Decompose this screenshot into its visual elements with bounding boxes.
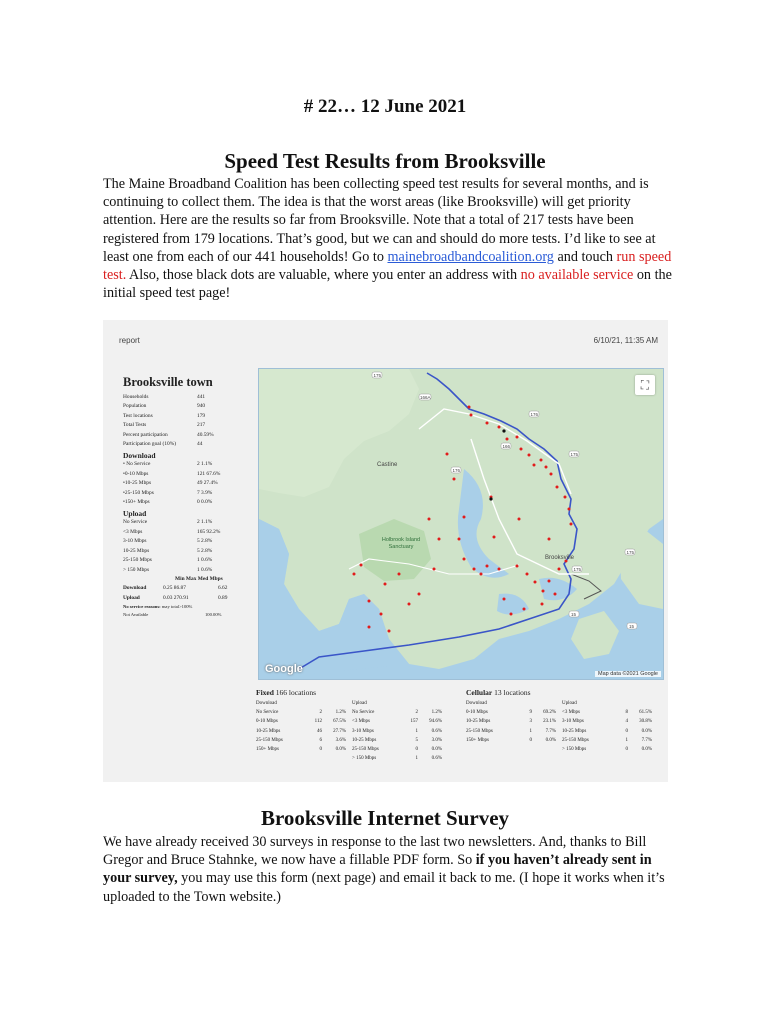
- survey-section-heading: Brooksville Internet Survey: [260, 806, 510, 830]
- download-stats-list: [123, 460, 253, 507]
- min-max-table: [123, 575, 253, 603]
- table-row: [562, 708, 652, 717]
- table-cell-count: 0: [415, 747, 418, 752]
- fixed-title: Fixed: [256, 688, 274, 697]
- stat-label: Test locations: [123, 412, 153, 419]
- min-max-rows: [123, 584, 253, 603]
- stat-label: Population: [123, 403, 147, 410]
- stat-row: [123, 528, 253, 537]
- cellular-download-rows: [466, 708, 556, 745]
- stat-value: 2 1.1%: [197, 519, 213, 526]
- stat-row: [123, 498, 253, 507]
- fixed-upload-rows: [352, 708, 442, 763]
- fixed-upload-col: [352, 699, 442, 763]
- stat-value: 940: [197, 403, 206, 410]
- table-cell-label: 3-10 Mbps: [562, 719, 584, 725]
- table-cell-label: <3 Mbps: [562, 710, 580, 716]
- table-cell-label: 10-25 Mbps: [256, 728, 281, 734]
- stat-label: <3 Mbps: [123, 528, 143, 535]
- stat-label: Participation goal (10%): [123, 441, 176, 448]
- table-cell-label: 0-10 Mbps: [256, 719, 278, 725]
- table-cell-label: <3 Mbps: [352, 719, 370, 725]
- table-cell-count: 0: [625, 747, 628, 752]
- route-shield: 175: [573, 566, 582, 572]
- stat-value: 5 2.8%: [197, 547, 213, 554]
- fullscreen-button[interactable]: ⛶: [635, 375, 655, 395]
- stat-label: •150+ Mbps: [123, 499, 150, 506]
- cellular-download-col: [466, 699, 556, 754]
- table-row: [466, 727, 556, 736]
- table-row: [562, 745, 652, 754]
- report-label: report: [119, 336, 140, 345]
- reasons-subtitle: may total>100%: [161, 604, 193, 610]
- table-cell-percent: 61.5%: [639, 710, 652, 716]
- fixed-count: 166 locations: [275, 688, 316, 697]
- upload-stats-list: [123, 518, 253, 574]
- table-cell-percent: 0.6%: [431, 728, 442, 734]
- stat-value: 5 2.8%: [197, 538, 213, 545]
- min-max-label: Upload: [123, 594, 140, 601]
- stat-value: 441: [197, 394, 206, 400]
- table-cell-label: 25-150 Mbps: [562, 737, 589, 743]
- stat-row: [123, 393, 253, 402]
- table-cell-percent: 69.2%: [543, 710, 556, 716]
- speed-paragraph: [103, 175, 678, 302]
- reasons-heading: No service reasons:: [123, 604, 161, 610]
- table-row: [256, 736, 346, 745]
- median-value: 6.62: [218, 585, 228, 592]
- cellular-title: Cellular: [466, 688, 493, 697]
- stat-row: [123, 402, 253, 411]
- survey-text-2: you may use this form (next page) and email it back to me. (I hope it works when it’s uploaded to the Town website.): [103, 870, 665, 905]
- stat-row: [123, 537, 253, 546]
- stat-label: 10-25 Mbps: [123, 547, 150, 554]
- table-cell-count: 2: [319, 710, 322, 716]
- cellular-heading: [466, 688, 652, 697]
- table-cell-label: 3-10 Mbps: [352, 728, 374, 734]
- cellular-count: 13 locations: [494, 688, 531, 697]
- table-cell-count: 1: [625, 737, 628, 743]
- stat-label: •25-150 Mbps: [123, 489, 154, 496]
- table-row: [256, 717, 346, 726]
- stat-label: •10-25 Mbps: [123, 480, 152, 487]
- stat-row: [123, 412, 253, 421]
- stat-row: [123, 518, 253, 527]
- table-row: [256, 708, 346, 717]
- stat-value: 1 0.6%: [197, 566, 213, 573]
- table-cell-percent: 30.8%: [639, 719, 652, 725]
- route-shield: 15: [629, 623, 635, 629]
- fixed-table: [256, 688, 442, 763]
- stat-label: Total Tests: [123, 422, 147, 429]
- table-cell-percent: 0.0%: [335, 747, 346, 752]
- route-shield: 175: [626, 549, 635, 555]
- stat-value: 165 92.2%: [197, 528, 221, 535]
- map-attribution: Map data ©2021 Google: [595, 671, 661, 677]
- stat-row: [123, 556, 253, 565]
- speed-text-4: on the initial speed test page!: [103, 267, 672, 302]
- table-cell-percent: 7.7%: [641, 737, 652, 743]
- map-graphic: [259, 369, 663, 679]
- report-date: 6/10/21, 11:35 AM: [593, 336, 658, 345]
- table-cell-label: 25-150 Mbps: [466, 728, 493, 734]
- speed-text-2: and touch: [553, 248, 617, 265]
- table-cell-label: 150+ Mbps: [466, 737, 489, 743]
- table-row: [352, 745, 442, 754]
- table-cell-percent: 1.2%: [431, 710, 442, 716]
- survey-text-1: We have already received 30 surveys in response to the last two newsletters. And, thanks to Bill Gregor and Bruce Stahnke, we now have a fillable PDF form. So: [103, 834, 647, 869]
- min-max-row: [123, 594, 253, 603]
- place-label-castine: Castine: [377, 462, 398, 468]
- table-cell-count: 0: [319, 747, 322, 752]
- table-cell-label: 150+ Mbps: [256, 747, 279, 752]
- reason-row: [123, 611, 253, 619]
- table-cell-label: 10-25 Mbps: [466, 719, 491, 725]
- fixed-heading: [256, 688, 442, 697]
- table-cell-percent: 0.0%: [641, 728, 652, 734]
- google-logo: Google: [265, 663, 303, 675]
- table-cell-count: 1: [529, 728, 532, 734]
- table-row: [352, 708, 442, 717]
- table-cell-percent: 94.6%: [429, 719, 442, 725]
- stat-row: [123, 566, 253, 575]
- survey-paragraph: [103, 833, 678, 906]
- speed-section-heading: Speed Test Results from Brooksville: [224, 149, 546, 173]
- coalition-link[interactable]: mainebroadbandcoalition.org: [387, 248, 554, 265]
- sanctuary-label: Holbrook Island Sanctuary: [381, 537, 421, 550]
- table-row: [466, 708, 556, 717]
- town-title: Brooksville town: [123, 375, 213, 389]
- min-max-values: 0.03 270.91: [163, 594, 189, 601]
- table-cell-count: 4: [625, 719, 628, 725]
- route-shield: 175: [373, 372, 382, 378]
- stat-label: Percent participation: [123, 431, 168, 438]
- table-cell-percent: 1.2%: [335, 710, 346, 716]
- table-cell-count: 0: [529, 737, 532, 743]
- table-row: [562, 736, 652, 745]
- table-cell-percent: 0.0%: [641, 747, 652, 752]
- stat-label: > 150 Mbps: [123, 566, 150, 573]
- stat-row: [123, 431, 253, 440]
- stat-value: 40.59%: [197, 431, 214, 438]
- cellular-upload-col: [562, 699, 652, 754]
- table-cell-percent: 3.6%: [335, 737, 346, 743]
- no-service-reasons: [123, 603, 253, 611]
- min-max-label: Download: [123, 585, 147, 592]
- table-cell-label: 10-25 Mbps: [562, 728, 587, 734]
- table-cell-label: No Service: [256, 710, 279, 716]
- min-max-values: 0.25 86.87: [163, 585, 186, 592]
- table-cell-count: 6: [319, 737, 322, 743]
- table-cell-label: 25-150 Mbps: [352, 747, 379, 752]
- upload-heading: Upload: [123, 509, 147, 519]
- route-shield: 176: [530, 411, 539, 417]
- table-cell-label: 0-10 Mbps: [466, 710, 488, 716]
- speed-text-3: Also, those black dots are valuable, where you enter an address with: [126, 267, 521, 284]
- stat-label: No Service: [123, 519, 148, 526]
- stat-label: • No Service: [123, 461, 151, 468]
- fixed-upload-heading: Upload: [352, 701, 367, 706]
- table-row: [466, 717, 556, 726]
- stat-label: 25-150 Mbps: [123, 557, 152, 564]
- stat-row: [123, 470, 253, 479]
- cellular-upload-rows: [562, 708, 652, 754]
- table-cell-count: 8: [625, 710, 628, 716]
- table-row: [562, 727, 652, 736]
- table-cell-count: 0: [625, 728, 628, 734]
- table-cell-percent: 27.7%: [333, 728, 346, 734]
- table-cell-count: 46: [317, 728, 322, 734]
- table-cell-label: > 150 Mbps: [562, 747, 587, 752]
- stat-value: 44: [197, 441, 203, 448]
- table-cell-percent: 67.5%: [333, 719, 346, 725]
- run-speed-test-text: run speed test.: [103, 248, 672, 284]
- route-shield: 166A: [420, 394, 431, 400]
- table-row: [562, 717, 652, 726]
- stat-value: 217: [197, 422, 206, 429]
- cellular-table: [466, 688, 652, 754]
- fixed-download-col: [256, 699, 346, 763]
- table-cell-label: 25-150 Mbps: [256, 737, 283, 743]
- fixed-download-heading: Download: [256, 701, 277, 706]
- table-row: [352, 717, 442, 726]
- table-row: [352, 754, 442, 763]
- stat-value: 7 3.9%: [197, 489, 213, 496]
- table-cell-label: No Service: [352, 710, 375, 716]
- stat-value: 121 67.6%: [197, 470, 221, 477]
- median-value: 0.89: [218, 594, 228, 601]
- stat-label: 3-10 Mbps: [123, 538, 147, 545]
- table-cell-count: 2: [415, 710, 418, 716]
- stat-row: [123, 479, 253, 488]
- route-shield: 15: [571, 611, 577, 617]
- stat-row: [123, 547, 253, 556]
- no-available-service-text: no available service: [520, 267, 634, 284]
- stat-label: •0-10 Mbps: [123, 470, 149, 477]
- town-stats-list: [123, 393, 253, 449]
- town-summary-panel: [123, 375, 253, 619]
- speed-test-report-image: [103, 320, 668, 782]
- fixed-download-rows: [256, 708, 346, 754]
- table-row: [256, 745, 346, 754]
- table-cell-count: 1: [415, 728, 418, 734]
- cellular-upload-heading: Upload: [562, 701, 577, 706]
- stat-value: 0 0.0%: [197, 499, 213, 506]
- issue-title: # 22… 12 June 2021: [303, 96, 467, 117]
- reason-value: 100.00%: [205, 612, 222, 618]
- min-max-row: [123, 584, 253, 593]
- table-cell-count: 1: [415, 756, 418, 762]
- table-cell-count: 157: [410, 719, 418, 725]
- table-cell-percent: 0.0%: [545, 737, 556, 743]
- stat-row: [123, 440, 253, 449]
- stat-value: 2 1.1%: [197, 461, 213, 468]
- table-cell-label: > 150 Mbps: [352, 756, 377, 762]
- speed-text-1: The Maine Broadband Coalition has been collecting speed test results for several months, and is continuing to collect them. The idea is that the worst areas (like Brooksville) will get priority attention. Here are the results so far from Brooksville. Note that a total of 217 tests have been registered from 179 locations. That’s good, but we can and should do more tests. I’d like to see at least one from each of our 441 households! Go to: [103, 176, 656, 265]
- table-row: [256, 727, 346, 736]
- table-cell-count: 3: [529, 719, 532, 725]
- stat-row: [123, 460, 253, 469]
- table-cell-percent: 0.6%: [431, 756, 442, 762]
- table-cell-percent: 3.0%: [431, 737, 442, 743]
- stat-value: 179: [197, 412, 206, 419]
- table-row: [352, 736, 442, 745]
- table-cell-count: 112: [314, 719, 322, 725]
- table-cell-percent: 23.1%: [543, 719, 556, 725]
- table-row: [352, 727, 442, 736]
- place-label-brooksville: Brooksville: [545, 555, 575, 561]
- stat-row: [123, 421, 253, 430]
- stat-value: 1 0.6%: [197, 557, 213, 564]
- stat-value: 49 27.4%: [197, 480, 218, 487]
- table-cell-count: 9: [529, 710, 532, 716]
- table-cell-percent: 0.0%: [431, 747, 442, 752]
- table-cell-percent: 7.7%: [545, 728, 556, 734]
- table-cell-label: 10-25 Mbps: [352, 737, 377, 743]
- stat-label: Households: [123, 394, 149, 400]
- cellular-download-heading: Download: [466, 701, 487, 706]
- route-shield: 166: [502, 443, 511, 449]
- survey-bold-text: if you haven’t already sent in your survey,: [103, 852, 652, 887]
- table-cell-count: 5: [415, 737, 418, 743]
- speed-test-map[interactable]: [258, 368, 664, 680]
- min-max-header: Min Max Med Mbps: [175, 575, 223, 582]
- table-row: [466, 736, 556, 745]
- stat-row: [123, 489, 253, 498]
- route-shield: 175: [570, 451, 579, 457]
- download-heading: Download: [123, 451, 156, 461]
- route-shield: 176: [452, 467, 461, 473]
- reason-label: Not Available: [123, 612, 149, 618]
